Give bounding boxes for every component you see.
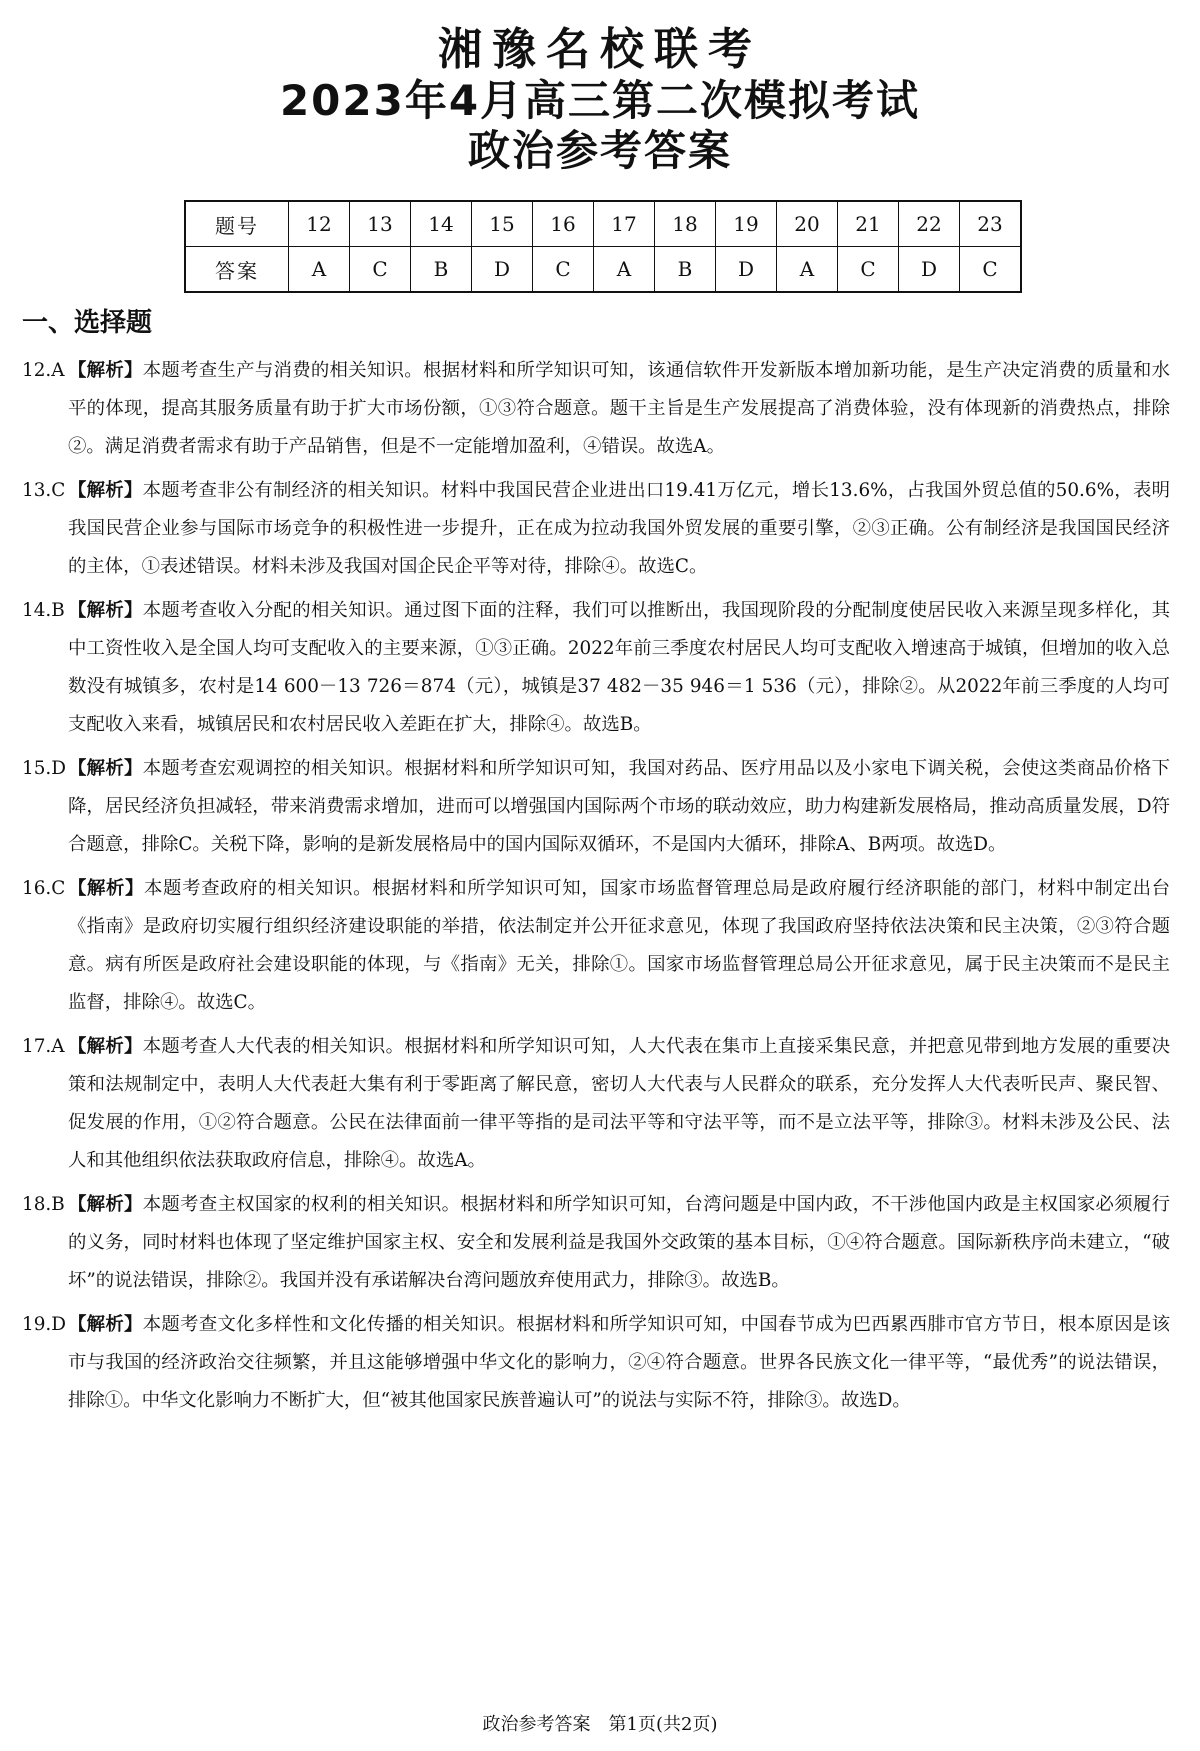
answer-table-number-row: [185, 201, 1021, 247]
question-answer-label: 13.C: [22, 480, 66, 501]
question-answer-label: 16.C: [22, 878, 66, 899]
question-number-cell: 15: [472, 201, 533, 247]
question-number-cell: 21: [838, 201, 899, 247]
analysis-tag: 【解析】: [68, 1194, 143, 1215]
question-answer-label: 18.B: [22, 1194, 65, 1215]
answer-cell: C: [350, 247, 411, 293]
question-number-cell: 22: [899, 201, 960, 247]
explanation-item: [22, 1186, 1170, 1300]
answer-cell: C: [960, 247, 1022, 293]
question-number-cell: 19: [716, 201, 777, 247]
page-footer: 政治参考答案 第1页(共2页): [482, 1714, 718, 1735]
question-number-cell: 20: [777, 201, 838, 247]
analysis-tag: 【解析】: [68, 1314, 143, 1335]
explanation-text: 本题考查非公有制经济的相关知识。材料中我国民营企业进出口19.41万亿元，增长13.6%，占我国外贸总值的50.6%，表明我国民营企业参与国际市场竞争的积极性进一步提升，正在成为拉动我国外贸发展的重要引擎，②③正确。公有制经济是我国国民经济的主体，①表述错误。材料未涉及我国对国企民企平等对待，排除④。故选C。: [68, 480, 1170, 577]
analysis-tag: 【解析】: [68, 480, 143, 501]
explanation-item: [22, 870, 1170, 1022]
question-number-cell: 12: [289, 201, 350, 247]
answer-cell: A: [289, 247, 350, 293]
explanation-item: [22, 352, 1170, 466]
explanation-item: [22, 592, 1170, 744]
explanation-text: 本题考查人大代表的相关知识。根据材料和所学知识可知，人大代表在集市上直接采集民意，并把意见带到地方发展的重要决策和法规制定中，表明人大代表赶大集有利于零距离了解民意，密切人大代表与人民群众的联系，充分发挥人大代表听民声、聚民智、促发展的作用，①②符合题意。公民在法律面前一律平等指的是司法平等和守法平等，而不是立法平等，排除③。材料未涉及公民、法人和其他组织依法获取政府信息，排除④。故选A。: [68, 1036, 1170, 1171]
analysis-tag: 【解析】: [68, 600, 143, 621]
answer-cell: A: [777, 247, 838, 293]
question-number-cell: 17: [594, 201, 655, 247]
answer-cell: B: [655, 247, 716, 293]
answer-cell: D: [899, 247, 960, 293]
answer-cell: B: [411, 247, 472, 293]
explanation-item: [22, 1306, 1170, 1420]
answer-table-row-label: 题号: [185, 201, 289, 247]
explanation-item: [22, 750, 1170, 864]
analysis-tag: 【解析】: [68, 878, 145, 899]
explanation-item: [22, 1028, 1170, 1180]
explanation-text: 本题考查主权国家的权利的相关知识。根据材料和所学知识可知，台湾问题是中国内政，不干涉他国内政是主权国家必须履行的义务，同时材料也体现了坚定维护国家主权、安全和发展利益是我国外交政策的基本目标，①④符合题意。国际新秩序尚未建立，“破坏”的说法错误，排除②。我国并没有承诺解决台湾问题放弃使用武力，排除③。故选B。: [68, 1194, 1170, 1291]
question-number-cell: 18: [655, 201, 716, 247]
answer-cell: D: [472, 247, 533, 293]
answer-table-answer-row: [185, 247, 1021, 293]
answer-cell: C: [533, 247, 594, 293]
answer-cell: A: [594, 247, 655, 293]
question-answer-label: 14.B: [22, 600, 65, 621]
explanation-text: 本题考查宏观调控的相关知识。根据材料和所学知识可知，我国对药品、医疗用品以及小家电下调关税，会使这类商品价格下降，居民经济负担减轻，带来消费需求增加，进而可以增强国内国际两个市场的联动效应，助力构建新发展格局，推动高质量发展，D符合题意，排除C。关税下降，影响的是新发展格局中的国内国际双循环，不是国内大循环，排除A、B两项。故选D。: [68, 758, 1170, 855]
explanation-text: 本题考查生产与消费的相关知识。根据材料和所学知识可知，该通信软件开发新版本增加新功能，是生产决定消费的质量和水平的体现，提高其服务质量有助于扩大市场份额，①③符合题意。题干主旨是生产发展提高了消费体验，没有体现新的消费热点，排除②。满足消费者需求有助于产品销售，但是不一定能增加盈利，④错误。故选A。: [68, 360, 1170, 457]
section-heading: 一、选择题: [22, 308, 153, 338]
question-answer-label: 17.A: [22, 1036, 65, 1057]
analysis-tag: 【解析】: [68, 758, 143, 779]
question-number-cell: 14: [411, 201, 472, 247]
answer-key-title: 政治参考答案: [467, 126, 732, 175]
answer-cell: D: [716, 247, 777, 293]
explanation-text: 本题考查收入分配的相关知识。通过图下面的注释，我们可以推断出，我国现阶段的分配制度使居民收入来源呈现多样化，其中工资性收入是全国人均可支配收入的主要来源，①③正确。2022年前三季度农村居民人均可支配收入增速高于城镇，但增加的收入总数没有城镇多，农村是14 600－13 726＝874（元），城镇是37 482－35 946＝1 536（元），排除②。从2022年前三季度的人均可支配收入来看，城镇居民和农村居民收入差距在扩大，排除④。故选B。: [68, 600, 1170, 735]
answer-table-row-label: 答案: [185, 247, 289, 293]
explanation-item: [22, 472, 1170, 586]
question-number-cell: 13: [350, 201, 411, 247]
analysis-tag: 【解析】: [68, 360, 143, 381]
question-number-cell: 16: [533, 201, 594, 247]
question-answer-label: 15.D: [22, 758, 66, 779]
answer-table: [184, 200, 1022, 293]
exam-organizer-title: 湘豫名校联考: [438, 24, 762, 75]
answer-cell: C: [838, 247, 899, 293]
analysis-tag: 【解析】: [68, 1036, 143, 1057]
explanation-list: [22, 352, 1170, 1426]
question-answer-label: 12.A: [22, 360, 65, 381]
question-answer-label: 19.D: [22, 1314, 66, 1335]
explanation-text: 本题考查文化多样性和文化传播的相关知识。根据材料和所学知识可知，中国春节成为巴西累西腓市官方节日，根本原因是该市与我国的经济政治交往频繁，并且这能够增强中华文化的影响力，②④符合题意。世界各民族文化一律平等，“最优秀”的说法错误，排除①。中华文化影响力不断扩大，但“被其他国家民族普遍认可”的说法与实际不符，排除③。故选D。: [68, 1314, 1170, 1411]
exam-name-title: 2023年4月高三第二次模拟考试: [279, 76, 921, 125]
explanation-text: 本题考查政府的相关知识。根据材料和所学知识可知，国家市场监督管理总局是政府履行经济职能的部门，材料中制定出台《指南》是政府切实履行组织经济建设职能的举措，依法制定并公开征求意见，体现了我国政府坚持依法决策和民主决策，②③符合题意。病有所医是政府社会建设职能的体现，与《指南》无关，排除①。国家市场监督管理总局公开征求意见，属于民主决策而不是民主监督，排除④。故选C。: [68, 878, 1170, 1013]
question-number-cell: 23: [960, 201, 1022, 247]
